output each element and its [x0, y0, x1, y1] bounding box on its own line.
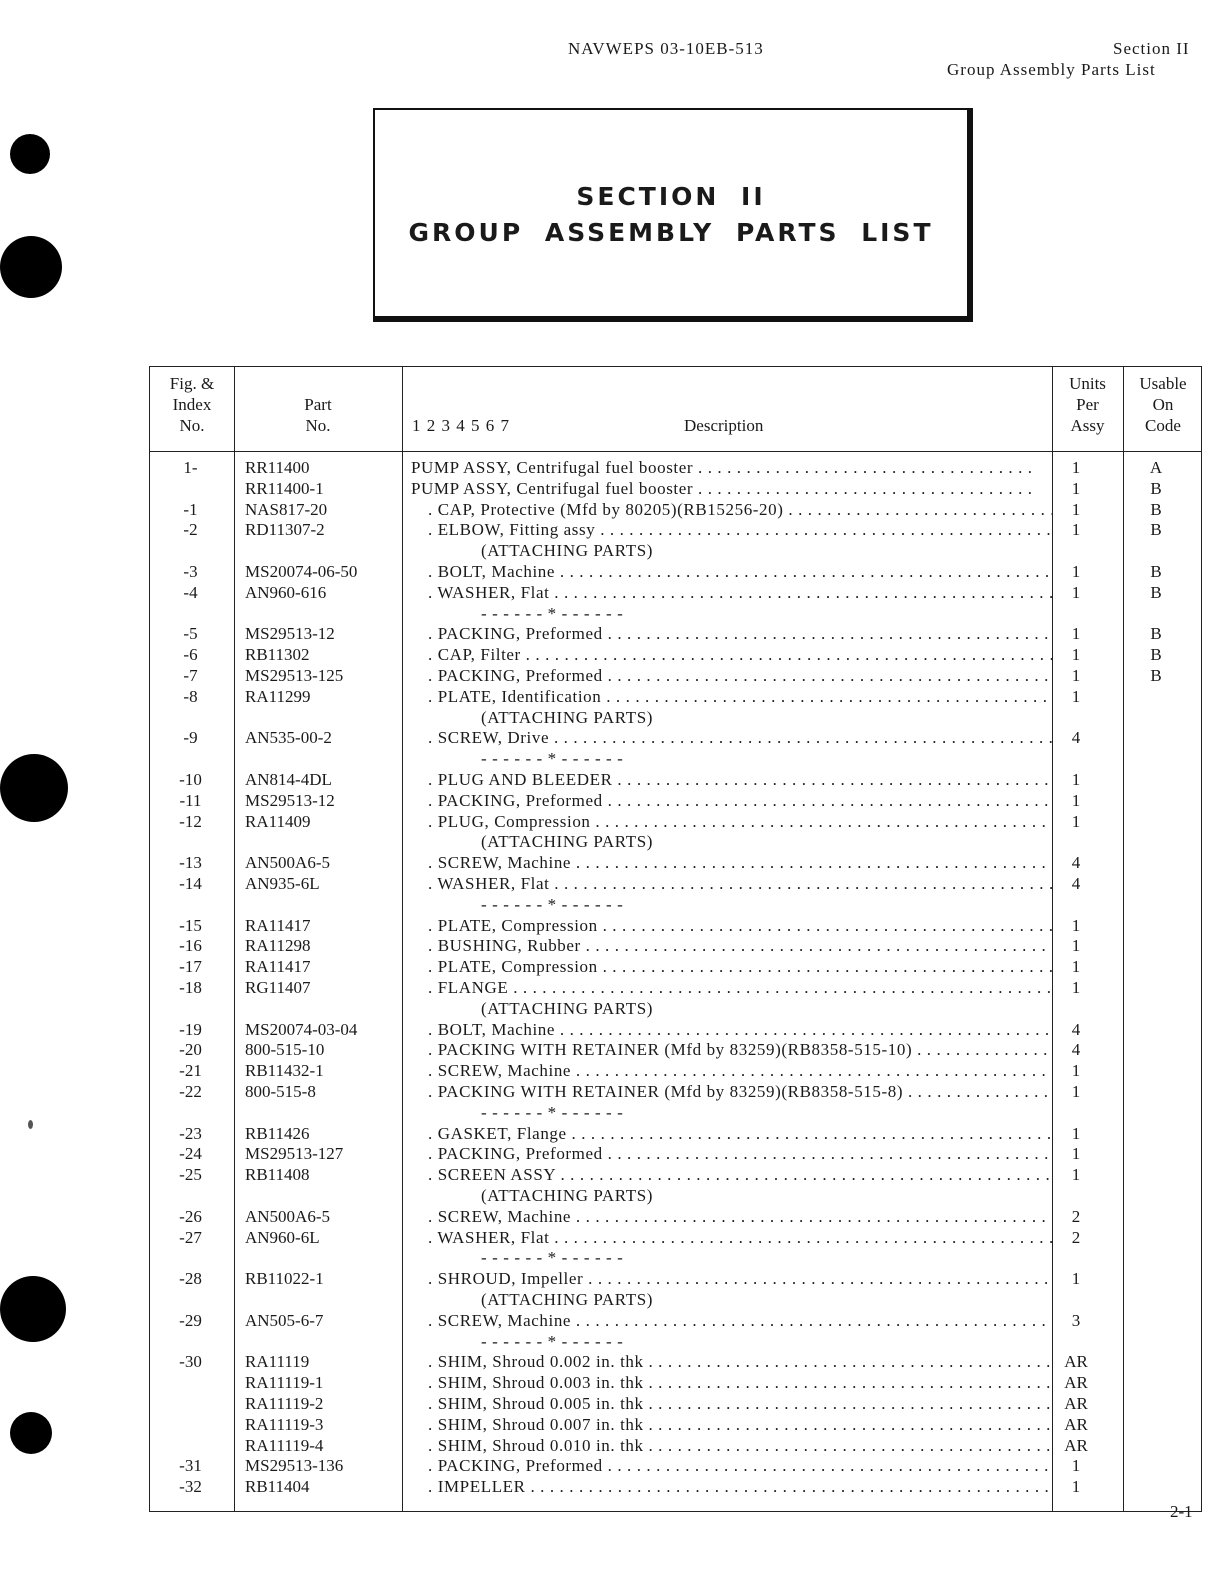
- units-per-assy-cell: 1: [1071, 666, 1081, 685]
- part-number-cell: RD11307-2: [245, 520, 325, 540]
- description-cell: . WASHER, Flat . . .: [428, 582, 1053, 603]
- fig-index-cell: -7: [183, 666, 198, 685]
- part-number-cell: AN935-6L: [245, 874, 320, 893]
- table-row: [150, 686, 1203, 707]
- description-cell: . PLATE, Compression . . .: [428, 915, 1053, 936]
- description-cell: - - - - - - * - - - - - -: [481, 603, 624, 623]
- fig-index-cell: -24: [179, 1144, 202, 1164]
- units-per-assy-cell: AR: [1064, 1373, 1088, 1393]
- units-per-assy-cell: 1: [1071, 790, 1081, 810]
- description-cell: . CAP, Protective (Mfd by 80205)(RB15256-20) . . .: [428, 499, 1053, 520]
- units-per-assy-cell: 1: [1071, 582, 1081, 602]
- header-description: Description: [684, 416, 764, 435]
- table-row: [150, 748, 1203, 769]
- binder-hole: [10, 1412, 52, 1454]
- description-cell: (ATTACHING PARTS): [481, 1186, 654, 1205]
- description-cell: (ATTACHING PARTS): [481, 998, 654, 1018]
- table-row: [150, 665, 1203, 686]
- part-number-cell: MS29513-125: [245, 666, 344, 685]
- usable-on-code-cell: B: [1150, 520, 1162, 540]
- description-cell: . PACKING, Preformed . . .: [428, 1455, 1053, 1476]
- description-cell: - - - - - - * - - - - - -: [481, 1248, 624, 1268]
- description-cell: . PACKING, Preformed . . .: [428, 623, 1053, 644]
- table-row: [150, 1372, 1203, 1393]
- table-row: [150, 540, 1203, 561]
- binder-hole: [10, 134, 50, 174]
- part-number-cell: RA11409: [245, 811, 311, 831]
- part-number-cell: RA11119-2: [245, 1394, 324, 1413]
- units-per-assy-cell: 1: [1071, 458, 1081, 477]
- units-per-assy-cell: 1: [1071, 686, 1081, 706]
- part-number-cell: RA11298: [245, 936, 311, 956]
- part-number-cell: AN505-6-7: [245, 1310, 324, 1330]
- units-per-assy-cell: 1: [1071, 1269, 1081, 1289]
- part-number-cell: 800-515-8: [245, 1082, 316, 1101]
- table-row: [150, 1081, 1203, 1102]
- part-number-cell: RA11299: [245, 686, 311, 706]
- part-number-cell: MS20074-06-50: [245, 562, 358, 581]
- fig-index-cell: -18: [179, 978, 202, 997]
- fig-index-cell: -9: [183, 728, 198, 748]
- part-number-cell: RA11119-1: [245, 1373, 324, 1393]
- table-row: [150, 1476, 1203, 1497]
- units-per-assy-cell: 1: [1071, 936, 1081, 956]
- table-row: [150, 1060, 1203, 1081]
- title-box: [373, 108, 973, 322]
- usable-on-code-cell: B: [1150, 666, 1162, 685]
- description-cell: . BOLT, Machine . . .: [428, 561, 1053, 582]
- table-row: [150, 873, 1203, 894]
- units-per-assy-cell: 4: [1071, 1019, 1081, 1039]
- units-per-assy-cell: 1: [1071, 978, 1081, 997]
- units-per-assy-cell: AR: [1064, 1435, 1088, 1455]
- fig-index-cell: -12: [179, 811, 202, 831]
- description-cell: . ELBOW, Fitting assy . . .: [428, 519, 1053, 540]
- description-cell: . SCREW, Machine . . .: [428, 1060, 1053, 1081]
- fig-index-cell: -13: [179, 853, 202, 873]
- table-row: [150, 499, 1203, 520]
- table-row: [150, 1102, 1203, 1123]
- table-row: [150, 769, 1203, 790]
- table-row: [150, 1289, 1203, 1310]
- table-row: [150, 1247, 1203, 1268]
- units-per-assy-cell: 1: [1071, 1123, 1081, 1143]
- units-per-assy-cell: 1: [1071, 520, 1081, 540]
- doc-number: NAVWEPS 03-10EB-513: [568, 39, 764, 58]
- description-cell: (ATTACHING PARTS): [481, 832, 654, 852]
- scan-speck: [28, 1120, 33, 1129]
- description-cell: . SHIM, Shroud 0.005 in. thk . . .: [428, 1393, 1053, 1414]
- usable-on-code-cell: B: [1150, 645, 1162, 665]
- description-cell: - - - - - - * - - - - - -: [481, 1331, 624, 1351]
- part-number-cell: RA11417: [245, 915, 311, 935]
- usable-on-code-cell: B: [1150, 499, 1162, 519]
- table-row: [150, 1331, 1203, 1352]
- fig-index-cell: -4: [183, 582, 198, 602]
- part-number-cell: RA11119: [245, 1352, 310, 1372]
- description-cell: . SHROUD, Impeller . . .: [428, 1268, 1053, 1289]
- fig-index-cell: -27: [179, 1227, 202, 1247]
- table-row: [150, 623, 1203, 644]
- units-per-assy-cell: 1: [1071, 562, 1081, 581]
- units-per-assy-cell: 1: [1071, 957, 1081, 977]
- part-number-cell: MS29513-12: [245, 790, 335, 810]
- fig-index-cell: -5: [183, 624, 198, 644]
- description-cell: . WASHER, Flat . . .: [428, 1227, 1053, 1248]
- fig-index-cell: -22: [179, 1082, 202, 1101]
- description-cell: . SCREW, Machine . . .: [428, 852, 1053, 873]
- units-per-assy-cell: 1: [1071, 499, 1081, 519]
- part-number-cell: AN500A6-5: [245, 853, 330, 873]
- part-number-cell: AN535-00-2: [245, 728, 332, 748]
- usable-on-code-cell: B: [1150, 582, 1162, 602]
- description-cell: . PACKING, Preformed . . .: [428, 665, 1053, 686]
- table-row: [150, 977, 1203, 998]
- units-per-assy-cell: 1: [1071, 645, 1081, 665]
- fig-index-cell: -30: [179, 1352, 202, 1372]
- table-row: [150, 1164, 1203, 1185]
- units-per-assy-cell: 4: [1071, 853, 1081, 873]
- fig-index-cell: -31: [179, 1456, 202, 1476]
- part-number-cell: RB11408: [245, 1165, 310, 1185]
- description-cell: - - - - - - * - - - - - -: [481, 1102, 624, 1122]
- table-row: [150, 998, 1203, 1019]
- units-per-assy-cell: 1: [1071, 1477, 1081, 1497]
- page-number: 2-1: [1170, 1502, 1193, 1521]
- fig-index-cell: -17: [179, 957, 202, 977]
- part-number-cell: AN814-4DL: [245, 770, 332, 789]
- table-row: [150, 935, 1203, 956]
- table-row: [150, 603, 1203, 624]
- description-cell: . SCREW, Machine . . .: [428, 1206, 1053, 1227]
- description-cell: . WASHER, Flat . . .: [428, 873, 1053, 894]
- table-row: [150, 790, 1203, 811]
- part-number-cell: RB11432-1: [245, 1061, 324, 1081]
- part-number-cell: RB11426: [245, 1123, 310, 1143]
- fig-index-cell: -23: [179, 1123, 202, 1143]
- fig-index-cell: -3: [183, 562, 198, 581]
- units-per-assy-cell: AR: [1064, 1414, 1088, 1434]
- description-cell: . SCREW, Machine . . .: [428, 1310, 1053, 1331]
- part-number-cell: MS29513-136: [245, 1456, 344, 1476]
- units-per-assy-cell: 1: [1071, 478, 1081, 498]
- table-row: [150, 1019, 1203, 1040]
- description-cell: . PLATE, Compression . . .: [428, 956, 1053, 977]
- header-part-no: Part No.: [304, 395, 332, 435]
- description-cell: . GASKET, Flange . . .: [428, 1123, 1053, 1144]
- description-cell: . PACKING, Preformed . . .: [428, 790, 1053, 811]
- table-row: [150, 1123, 1203, 1144]
- units-per-assy-cell: 1: [1071, 770, 1081, 789]
- units-per-assy-cell: 1: [1071, 1061, 1081, 1081]
- units-per-assy-cell: 1: [1071, 1082, 1081, 1101]
- table-row: [150, 727, 1203, 748]
- description-cell: PUMP ASSY, Centrifugal fuel booster . . .: [411, 457, 1036, 478]
- header-units: Units Per Assy: [1069, 374, 1106, 435]
- usable-on-code-cell: A: [1149, 458, 1163, 477]
- description-cell: . BUSHING, Rubber . . .: [428, 935, 1053, 956]
- fig-index-cell: -29: [179, 1310, 202, 1330]
- description-cell: . SHIM, Shroud 0.007 in. thk . . .: [428, 1414, 1053, 1435]
- part-number-cell: RA11119-4: [245, 1435, 324, 1455]
- fig-index-cell: -26: [179, 1206, 202, 1226]
- description-cell: . BOLT, Machine . . .: [428, 1019, 1053, 1040]
- description-cell: . SCREEN ASSY . . .: [428, 1164, 1053, 1185]
- description-cell: . SHIM, Shroud 0.003 in. thk . . .: [428, 1372, 1053, 1393]
- header-fig-index: Fig. & Index No.: [169, 374, 215, 435]
- description-cell: . PLUG AND BLEEDER . . .: [428, 769, 1053, 790]
- table-row: [150, 707, 1203, 728]
- units-per-assy-cell: 1: [1071, 1144, 1081, 1164]
- units-per-assy-cell: AR: [1064, 1394, 1088, 1413]
- description-cell: . PACKING WITH RETAINER (Mfd by 83259)(RB8358-515-8) . . .: [428, 1081, 1053, 1102]
- table-row: [150, 478, 1203, 499]
- header-usable: Usable On Code: [1139, 374, 1187, 435]
- fig-index-cell: -32: [179, 1477, 202, 1497]
- table-row: [150, 1393, 1203, 1414]
- description-cell: . PLATE, Identification . . .: [428, 686, 1053, 707]
- table-row: [150, 831, 1203, 852]
- description-cell: . PACKING WITH RETAINER (Mfd by 83259)(RB8358-515-10) . . .: [428, 1039, 1053, 1060]
- table-row: [150, 519, 1203, 540]
- part-number-cell: MS20074-03-04: [245, 1019, 358, 1039]
- units-per-assy-cell: AR: [1064, 1352, 1088, 1372]
- part-number-cell: AN960-616: [245, 582, 327, 602]
- fig-index-cell: -2: [183, 520, 198, 540]
- part-number-cell: RB11022-1: [245, 1269, 324, 1289]
- units-per-assy-cell: 1: [1071, 811, 1081, 831]
- table-row: [150, 1435, 1203, 1456]
- units-per-assy-cell: 1: [1071, 624, 1081, 644]
- part-number-cell: RB11302: [245, 645, 310, 665]
- description-cell: . SHIM, Shroud 0.010 in. thk . . .: [428, 1435, 1053, 1456]
- part-number-cell: RR11400-1: [245, 478, 324, 498]
- description-cell: - - - - - - * - - - - - -: [481, 894, 624, 914]
- description-cell: . CAP, Filter . . .: [428, 644, 1053, 665]
- description-cell: - - - - - - * - - - - - -: [481, 749, 624, 769]
- binder-hole: [0, 1276, 66, 1342]
- table-row: [150, 1206, 1203, 1227]
- part-number-cell: RG11407: [245, 978, 311, 997]
- binder-hole: [0, 236, 62, 298]
- fig-index-cell: -19: [179, 1019, 202, 1039]
- table-row: [150, 1310, 1203, 1331]
- table-row: [150, 894, 1203, 915]
- fig-index-cell: -14: [179, 874, 202, 893]
- part-number-cell: 800-515-10: [245, 1040, 325, 1060]
- part-number-cell: MS29513-127: [245, 1144, 344, 1164]
- units-per-assy-cell: 3: [1071, 1310, 1081, 1330]
- title-line-2: GROUP ASSEMBLY PARTS LIST: [408, 218, 934, 247]
- part-number-cell: RA11417: [245, 957, 311, 977]
- part-number-cell: NAS817-20: [245, 499, 328, 519]
- table-row: [150, 1414, 1203, 1435]
- units-per-assy-cell: 1: [1071, 1165, 1081, 1185]
- description-cell: . PLUG, Compression . . .: [428, 811, 1053, 832]
- description-cell: . PACKING, Preformed . . .: [428, 1143, 1053, 1164]
- units-per-assy-cell: 2: [1071, 1206, 1081, 1226]
- fig-index-cell: -11: [179, 790, 202, 810]
- table-row: [150, 915, 1203, 936]
- fig-index-cell: -15: [179, 915, 202, 935]
- title-line-1: SECTION II: [576, 182, 766, 211]
- usable-on-code-cell: B: [1150, 624, 1162, 644]
- table-row: [150, 1143, 1203, 1164]
- section-title: Group Assembly Parts List: [947, 60, 1156, 79]
- units-per-assy-cell: 4: [1071, 1040, 1081, 1060]
- fig-index-cell: 1-: [183, 458, 198, 477]
- description-cell: (ATTACHING PARTS): [481, 541, 654, 561]
- table-row: [150, 956, 1203, 977]
- table-row: [150, 1039, 1203, 1060]
- units-per-assy-cell: 4: [1071, 728, 1081, 748]
- description-cell: . SCREW, Drive . . .: [428, 727, 1053, 748]
- description-cell: PUMP ASSY, Centrifugal fuel booster . . .: [411, 478, 1036, 499]
- part-number-cell: RR11400: [245, 458, 310, 477]
- table-row: [150, 1268, 1203, 1289]
- usable-on-code-cell: B: [1150, 478, 1162, 498]
- part-number-cell: AN960-6L: [245, 1227, 320, 1247]
- description-cell: . IMPELLER . . .: [428, 1476, 1053, 1497]
- description-cell: (ATTACHING PARTS): [481, 1290, 654, 1309]
- binder-hole: [0, 754, 68, 822]
- table-row: [150, 582, 1203, 603]
- part-number-cell: MS29513-12: [245, 624, 335, 644]
- fig-index-cell: -20: [179, 1040, 202, 1060]
- description-cell: . FLANGE . . .: [428, 977, 1053, 998]
- fig-index-cell: -25: [179, 1165, 202, 1185]
- table-row: [150, 457, 1203, 478]
- table-row: [150, 852, 1203, 873]
- fig-index-cell: -16: [179, 936, 202, 956]
- units-per-assy-cell: 1: [1071, 1456, 1081, 1476]
- parts-table: [149, 366, 1202, 1512]
- table-row: [150, 644, 1203, 665]
- table-row: [150, 1185, 1203, 1206]
- part-number-cell: RA11119-3: [245, 1414, 324, 1434]
- table-row: [150, 561, 1203, 582]
- units-per-assy-cell: 2: [1071, 1227, 1081, 1247]
- header-divider: [150, 451, 1201, 452]
- table-row: [150, 1351, 1203, 1372]
- fig-index-cell: -21: [179, 1061, 202, 1081]
- part-number-cell: RB11404: [245, 1477, 310, 1497]
- units-per-assy-cell: 1: [1071, 915, 1081, 935]
- usable-on-code-cell: B: [1150, 562, 1162, 581]
- description-cell: (ATTACHING PARTS): [481, 707, 654, 727]
- table-row: [150, 1227, 1203, 1248]
- section-label: Section II: [1113, 39, 1190, 58]
- table-row: [150, 1455, 1203, 1476]
- description-cell: . SHIM, Shroud 0.002 in. thk . . .: [428, 1351, 1053, 1372]
- fig-index-cell: -6: [183, 645, 198, 665]
- header-indent: 1 2 3 4 5 6 7: [412, 416, 509, 435]
- fig-index-cell: -8: [183, 686, 198, 706]
- fig-index-cell: -28: [179, 1269, 202, 1289]
- fig-index-cell: -1: [183, 499, 198, 519]
- units-per-assy-cell: 4: [1071, 874, 1081, 893]
- table-row: [150, 811, 1203, 832]
- fig-index-cell: -10: [179, 770, 202, 789]
- part-number-cell: AN500A6-5: [245, 1206, 330, 1226]
